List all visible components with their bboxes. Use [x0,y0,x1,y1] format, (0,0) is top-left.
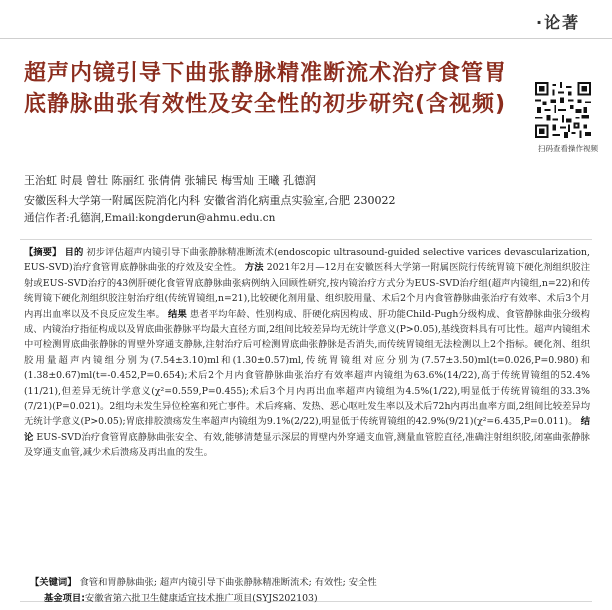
keywords-text: 食管和胃静脉曲张; 超声内镜引导下曲张静脉精准断流术; 有效性; 安全性 [79,577,377,588]
keywords [30,574,590,588]
keywords-label: 【关键词】 [30,577,77,588]
purpose-label: 目的 [64,247,84,258]
author-list: 王治虹 时晨 曾壮 陈丽红 张倩倩 张辅民 梅雪灿 王曦 孔德润 [24,174,316,187]
funding [44,590,594,604]
qr-caption: 扫码查看操作视频 [538,144,598,153]
abstract [24,245,590,563]
methods-label: 方法 [244,262,264,274]
purpose-text: 初步评估超声内镜引导下曲张静脉精准断流术(endoscopic ultrasound-guided selective varices devascularization, EUS-SVD)治疗食管胃底静脉曲张的疗效及安全性。 [24,247,590,274]
funding-text: 安徽省第六批卫生健康适宜技术推广项目(SYJS202103) [84,593,318,604]
header-divider [0,38,612,39]
correspondence: 通信作者:孔德润,Email:kongderun@ahmu.edu.cn [24,212,276,224]
conclusion-label: 结论 [24,416,590,443]
funding-label: 基金项目: [44,593,85,604]
methods-text: 2021年2月—12月在安徽医科大学第一附属医院行传统胃镜下硬化剂组织胶注射或EUS-SVD治疗的43例肝硬化食管胃底静脉曲张病例纳入回顾性研究,按内镜治疗方式分为EUS-SVD治疗组(超声内镜组,n=22)和传统胃镜下硬化剂组织胶注射治疗组(传统胃镜组,n=21),比较硬化剂用量、组织胶用量、术后2个月内食管静脉曲张治疗有效率、术后3个月内再出血率以及不良反应发生率。 [24,262,590,320]
article-title: 超声内镜引导下曲张静脉精准断流术治疗食管胃底静脉曲张有效性及安全性的初步研究(含视频) [24,61,508,117]
results-text: 患者平均年龄、性别构成、肝硬化病因构成、肝功能Child-Pugh分级构成、食管静脉曲张分级构成、内镜治疗指征构成以及胃底曲张静脉平均最大直径方面,2组间比较差异均无统计学意义(P>0.05),基线资料具有可比性。超声内镜组术中可检测胃底曲张静脉的胃壁外穿通支静脉,注射治疗后可检测胃底曲张静脉是否消失,而传统胃镜组无法检测以上2个指标。硬化剂、组织胶用量超声内镜组分别为(7.54±3.10)ml和(1.30±0.57)ml,传统胃镜组对应分别为(7.57±3.50)ml(t=0.026,P=0.980)和(1.38±0.67)ml(t=-0.452,P=0.654);术后2个月内食管静脉曲张治疗有效率超声内镜组为63.6%(14/22),高于传统胃镜组的52.4%(11/21),但差异无统计学意义(χ²=0.559,P=0.455);术后3个月内再出血率超声内镜组为4.5%(1/22),明显低于传统胃镜组的33.3%(7/21)(P=0.021)。2组均未发生异位栓塞和死亡事件。术后疼痛、发热、恶心呕吐发生率以及术后72h内再出血率方面,2组间比较差异均无统计学意义(P>0.05);胃底排胶溃疡发生率超声内镜组为9.1%(2/22),明显低于传统胃镜组的42.9%(9/21)(χ²=6.435,P=0.011)。 [24,308,590,428]
qr-code-icon[interactable] [535,82,591,138]
affiliation: 安徽医科大学第一附属医院消化内科 安徽省消化病重点实验室,合肥 230022 [24,194,396,207]
abstract-label: 【摘要】 [24,247,62,258]
conclusion-text: EUS-SVD治疗食管胃底静脉曲张安全、有效,能够清楚显示深层的胃壁内外穿通支血管,测量血管腔直径,准确注射组织胶,闭塞曲张静脉及穿通支血管,减少术后溃疡及再出血的发生。 [24,431,590,459]
results-label: 结果 [168,308,187,320]
section-tag: ·论著 [536,13,581,32]
